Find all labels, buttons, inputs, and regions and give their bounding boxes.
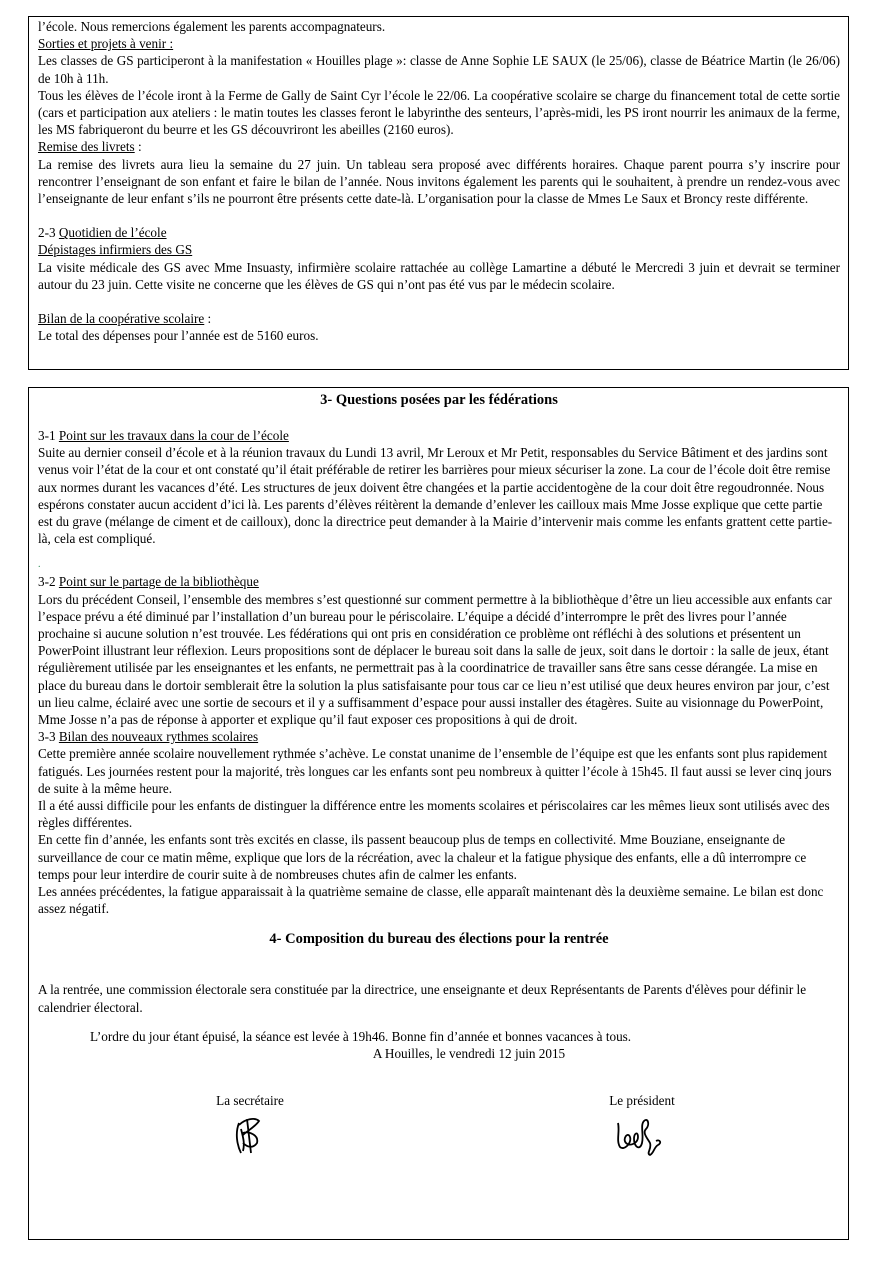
stray-dot: . xyxy=(38,559,41,571)
s33-paragraph-2: Il a été aussi difficile pour les enfants de distinguer la différence entre les moments scolaires et périscolaires car les mêmes lieux sont utilisés avec des règles différentes. xyxy=(38,798,830,831)
cooperative-heading-suffix: : xyxy=(204,311,212,327)
sorties-heading: Sorties et projets à venir : xyxy=(38,36,174,52)
s32-heading: Point sur le partage de la bibliothèque xyxy=(58,574,259,590)
closing-statement: L’ordre du jour étant épuisé, la séance est levée à 19h46. Bonne fin d’année et bonnes vacances à tous. xyxy=(90,1028,632,1044)
section-4-title: 4- Composition du bureau des élections pour la rentrée xyxy=(269,931,609,948)
livrets-heading-suffix: : xyxy=(134,139,142,155)
s33-number: 3-3 xyxy=(38,729,59,745)
section-4-paragraph: A la rentrée, une commission électorale sera constituée par la directrice, une enseignante et deux Représentants de Parents d'élèves pour définir le calendrier électoral. xyxy=(38,982,807,1015)
president-signature-icon xyxy=(610,1113,674,1157)
secretary-signature-block xyxy=(200,1092,300,1161)
s33-heading: Bilan des nouveaux rythmes scolaires xyxy=(58,729,259,745)
sorties-paragraph-2: Tous les élèves de l’école iront à la Ferme de Gally de Saint Cyr l’école le 22/06. La coopérative scolaire se charge du financement total de cette sortie (cars et participation aux ateliers : le matin toutes les classes feront le labyrinthe des senteurs, l’après-midi, les PS iront nourrir les animaux de la ferme, les MS fabriqueront du beurre et les GS découvriront les abeilles (2160 euros). xyxy=(38,87,840,138)
section-3-title: 3- Questions posées par les fédérations xyxy=(320,392,558,408)
s33-paragraph-1: Cette première année scolaire nouvellement rythmée s’achève. Le constat unanime de l’ensemble de l’équipe est que les enfants sont plus rapidement fatigués. Les journées restent pour la majorité, très longues car les enfants sont peu nombreux à quitter l’école à 15h45. Il faut aussi se lever cinq jours de suite à la même heure. xyxy=(38,746,832,796)
president-signature-block xyxy=(592,1092,692,1161)
s33-paragraph-4: Les années précédentes, la fatigue apparaissait à la quatrième semaine de classe, elle apparaît maintenant dès la deuxième semaine. Le bilan est donc assez négatif. xyxy=(38,884,824,917)
place-date: A Houilles, le vendredi 12 juin 2015 xyxy=(372,1045,566,1061)
president-label: Le président xyxy=(609,1092,675,1108)
s33-paragraph-3: En cette fin d’année, les enfants sont très excités en classe, ils passent beaucoup plus de temps en collectivité. Mme Bouziane, enseignante de surveillance de cour ce matin même, explique que lors de la récréation, avec la chaleur et la fatigue physique des enfants, elle a dû interrompre ce temps pour leur interdire de courir suite à de nombreuses chutes afin de calmer les enfants. xyxy=(38,832,807,882)
s31-number: 3-1 xyxy=(38,428,59,443)
quotidien-number: 2-3 xyxy=(38,225,59,241)
cooperative-heading: Bilan de la coopérative scolaire xyxy=(38,311,205,327)
depistages-heading: Dépistages infirmiers des GS xyxy=(38,242,193,258)
secretary-signature-icon xyxy=(225,1113,275,1157)
secretary-label: La secrétaire xyxy=(216,1092,284,1108)
minutes-section-2-box xyxy=(28,16,849,370)
livrets-heading: Remise des livrets xyxy=(38,139,135,155)
cooperative-paragraph: Le total des dépenses pour l’année est de 5160 euros. xyxy=(38,328,319,344)
quotidien-heading: Quotidien de l’école xyxy=(58,225,167,241)
depistages-paragraph: La visite médicale des GS avec Mme Insuasty, infirmière scolaire rattachée au collège Lamartine a débuté le Mercredi 3 juin et devrait se terminer autour du 23 juin. Cette visite ne concerne que les élèves de GS qui n’ont pas été vus par le médecin scolaire. xyxy=(38,259,840,292)
sorties-paragraph-1: Les classes de GS participeront à la manifestation « Houilles plage »: classe de Anne Sophie LE SAUX (le 25/06), classe de Béatrice Martin (le 26/06) de 10h à 11h. xyxy=(38,53,840,86)
intro-text: l’école. Nous remercions également les parents accompagnateurs. xyxy=(38,19,386,34)
livrets-paragraph: La remise des livrets aura lieu la semaine du 27 juin. Un tableau sera proposé avec différents horaires. Chaque parent pourra s’y inscrire pour rencontrer l’enseignant de son enfant et faire le bilan de l’année. Nous invitons également les parents qui le souhaitent, à prendre un rendez-vous avec l’enseignante de leur enfant s’ils ne pourront être présents cette date-là. L’organisation pour la classe de Mmes Le Saux et Broncy reste différente. xyxy=(38,156,840,207)
s32-paragraph: Lors du précédent Conseil, l’ensemble des membres s’est questionné sur comment permettre à la bibliothèque d’être un lieu accessible aux enfants car l’espace prévu a été diminué par l’installation d’un bureau pour le périscolaire. L’équipe a décidé d’interrompre le prêt des livres pour l’année prochaine si aucune solution n’est trouvée. Les fédérations qui ont pris en considération ce problème ont réfléchi à des solutions et présentent un PowerPoint illustrant leur réflexion. Leurs propositions sont de déplacer le bureau soit dans la salle de jeux, soit dans le dortoir : la salle de jeux, étant régulièrement utilisée par les enseignantes et les enfants, ne permettrait pas à la coordinatrice de travailler sans être sans cesse dérangée. La mise en place du bureau dans le dortoir semblerait être la solution la plus satisfaisante pour tous car ce lieu n’est utilisé que deux heures environ par jour, c’est un lieu calme, éclairé avec une sortie de secours et il y a suffisamment d’espace pour aussi installer des étagères. Suite au visionnage du PowerPoint, Mme Josse n’a pas de réponse à apporter et explique qu’il faut exposer ces propositions à qui de droit. xyxy=(38,591,832,728)
s31-heading: Point sur les travaux dans la cour de l’école xyxy=(58,428,289,443)
s31-paragraph: Suite au dernier conseil d’école et à la réunion travaux du Lundi 13 avril, Mr Leroux et Mr Petit, responsables du Service Bâtiment et des jardins sont venus voir l’état de la cour et ont constaté qu’il était préférable de retirer les barrières pour mieux sécuriser la zone. La cour de l’école doit être remise aux normes durant les vacances d’été. Les structures de jeux doivent être changées et la partie accidentogène de la cour doit être regoudronnée. Nous espérons constater aucun accident d’ici là. Les parents d’élèves réitèrent la demande d’enlever les cailloux mais Mme Josse explique que cette partie est du grave (mélange de ciment et de cailloux), donc la directrice peut demander à la Mairie d’intervenir mais comme les enfants grattent cette partie-là, cela est compliqué. xyxy=(38,445,833,547)
s32-number: 3-2 xyxy=(38,574,59,590)
minutes-section-3-4-box xyxy=(28,387,849,1240)
